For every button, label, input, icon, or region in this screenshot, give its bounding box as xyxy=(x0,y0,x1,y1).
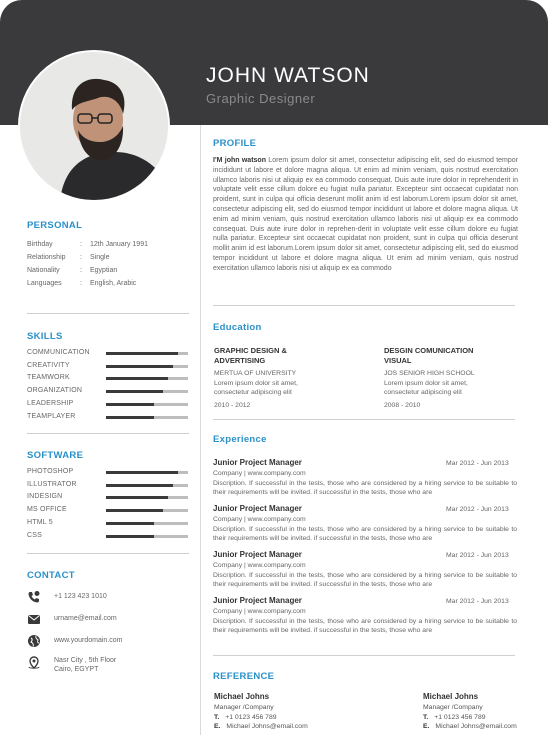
software-label: CSS xyxy=(27,531,42,539)
software-label: PHOTOSHOP xyxy=(27,468,74,475)
skills-label: ORGANIZATION xyxy=(27,387,83,395)
skills-section-title: SKILLS xyxy=(27,331,63,342)
education-years: 2010 - 2012 xyxy=(214,402,251,409)
experience-description: Discription. If successful in the tests, those who are considered by a hiring service to be suitable to their requirements will be invited. if successful in the tests, those who are xyxy=(213,572,517,588)
contact-email[interactable]: urname@email.com xyxy=(54,615,117,622)
education-desc xyxy=(214,379,364,397)
education-degree xyxy=(384,346,544,366)
profile-paragraph xyxy=(213,156,518,274)
education-desc-line: Lorem ipsum dolor sit amet, xyxy=(214,380,298,387)
location-pin-icon xyxy=(27,656,41,670)
personal-colon: : xyxy=(80,254,82,261)
education-degree-line: VISUAL xyxy=(384,356,412,365)
experience-role: Junior Project Manager xyxy=(213,458,302,467)
candidate-name: JOHN WATSON xyxy=(206,64,370,87)
reference-email xyxy=(214,723,308,730)
skills-level-bar xyxy=(106,416,188,419)
contact-website[interactable]: www.yourdomain.com xyxy=(54,637,123,644)
reference-section-title: REFERENCE xyxy=(213,671,275,682)
reference-phone xyxy=(423,714,486,721)
experience-company: Company | www.company.com xyxy=(213,470,306,477)
left-divider xyxy=(27,433,189,434)
software-level-fill xyxy=(106,522,154,525)
software-level-fill xyxy=(106,535,154,538)
experience-description: Discription. If successful in the tests, those who are considered by a hiring service to be suitable to their requirements will be invited. if successful in the tests, those who are xyxy=(213,526,517,542)
experience-company: Company | www.company.com xyxy=(213,516,306,523)
skills-label: LEADERSHIP xyxy=(27,399,74,407)
skills-level-bar xyxy=(106,403,188,406)
reference-position: Manager /Company xyxy=(423,704,483,711)
profile-body: Lorem ipsum dolor sit amet, consectetur adipiscing elit, sed do eiusmod tempor incididunt ut labore et dolore magna aliqua. Ut enim ad minim veniam, quis nostrud exercitation ullamco laboris nisi ut aliquip ex ea commodo consequat. Duis aute irure dolor in reprehenderit in voluptate velit esse cillum dolore eu fugiat nulla pariatur. Excepteur sint occaecat cupidatat non proident, sunt in culpa qui officia deserunt mollit anim id est laborum.Lorem ipsum dolor sit amet, consectetur adipiscing elit, sed do eiusmod tempor incididunt ut labore et dolore magna aliqua. Ut enim ad minim veniam, quis nostrud exercitation ullamco laboris nisi ut aliquip ex ea commodo consequat. Duis aute irure dolor in reprehen-derit in voluptate velit esse cillum dolore eu fugiat nulla pariatur. Excepteur sint occaecat cupidatat non proident, sunt in culpa qui officia deserunt mollit anim id est laborum.Lorem ipsum dolor sit amet, consectetur adipiscing elit, sed do eiusmod tempor incididunt ut labore et dolore magna aliqua. Ut enim ad minim veniam, quis nostrud exercitation ullamco laboris nisi ut aliquip ex ea commodo xyxy=(213,157,519,272)
right-divider xyxy=(213,305,515,306)
experience-description: Discription. If successful in the tests, those who are considered by a hiring service to be suitable to their requirements will be invited. if successful in the tests, those who are xyxy=(213,618,517,634)
skills-level-fill xyxy=(106,352,178,355)
reference-phone-value: +1 0123 456 789 xyxy=(225,714,277,721)
software-label: ILLUSTRATOR xyxy=(27,480,77,488)
software-label: MS OFFICE xyxy=(27,506,67,514)
experience-section-title: Experience xyxy=(213,434,267,445)
contact-section-title: CONTACT xyxy=(27,570,75,581)
software-level-bar xyxy=(106,535,188,538)
experience-company: Company | www.company.com xyxy=(213,608,306,615)
software-label: INDESIGN xyxy=(27,493,63,501)
education-desc-line: consectetur adipiscing elit xyxy=(384,389,462,396)
personal-label-birthday: Birthday xyxy=(27,241,53,248)
personal-colon: : xyxy=(80,241,82,248)
software-level-bar xyxy=(106,496,188,499)
contact-address-line2: Cairo, EGYPT xyxy=(54,666,99,673)
software-level-fill xyxy=(106,484,173,487)
left-divider xyxy=(27,313,189,314)
profile-lead: I'M john watson xyxy=(213,157,266,164)
experience-dates: Mar 2012 - Jun 2013 xyxy=(446,460,509,467)
contact-address-line1: Nasr City , 5th Floor xyxy=(54,657,117,664)
personal-label-relationship: Relationship xyxy=(27,254,66,261)
reference-phone-value: +1 0123 456 789 xyxy=(434,714,486,721)
software-label: HTML 5 xyxy=(27,518,53,526)
experience-role: Junior Project Manager xyxy=(213,504,302,513)
education-section-title: Education xyxy=(213,322,262,333)
candidate-job-title: Graphic Designer xyxy=(206,91,316,106)
education-school: JOS SENIOR HIGH SCHOOL xyxy=(384,370,475,377)
right-divider xyxy=(213,419,515,420)
reference-name: Michael Johns xyxy=(423,692,479,701)
skills-label: CREATIVITY xyxy=(27,361,70,369)
globe-icon xyxy=(27,634,41,648)
reference-phone xyxy=(214,714,277,721)
personal-label-languages: Languages xyxy=(27,280,62,287)
experience-company: Company | www.company.com xyxy=(213,562,306,569)
software-level-fill xyxy=(106,509,163,512)
reference-name: Michael Johns xyxy=(214,692,270,701)
education-degree-line: ADVERTISING xyxy=(214,356,266,365)
personal-value-languages: English, Arabic xyxy=(90,280,137,287)
skills-level-bar xyxy=(106,352,188,355)
skills-label: TEAMWORK xyxy=(27,374,70,382)
experience-role: Junior Project Manager xyxy=(213,596,302,605)
skills-level-fill xyxy=(106,365,173,368)
software-section-title: SOFTWARE xyxy=(27,450,84,461)
profile-section-title: PROFILE xyxy=(213,138,257,149)
contact-phone: +1 123 423 1010 xyxy=(54,593,107,600)
software-level-bar xyxy=(106,471,188,474)
skills-level-fill xyxy=(106,403,154,406)
email-icon xyxy=(27,612,41,626)
education-desc-line: consectetur adipiscing elit xyxy=(214,389,292,396)
reference-email-prefix: E. xyxy=(214,723,221,730)
education-degree-line: DESGIN COMUNICATION xyxy=(384,346,474,355)
personal-colon: : xyxy=(80,280,82,287)
education-school: MERTUA OF UNIVERSITY xyxy=(214,370,297,377)
software-level-bar xyxy=(106,509,188,512)
reference-email-prefix: E. xyxy=(423,723,430,730)
reference-email-value[interactable]: Michael Johns@email.com xyxy=(435,723,517,730)
skills-level-bar xyxy=(106,365,188,368)
education-years: 2008 - 2010 xyxy=(384,402,421,409)
personal-value-birthday: 12th January 1991 xyxy=(90,241,148,248)
education-degree xyxy=(214,346,374,366)
column-divider xyxy=(200,125,201,735)
personal-value-relationship: Single xyxy=(90,254,110,261)
experience-dates: Mar 2012 - Jun 2013 xyxy=(446,506,509,513)
experience-dates: Mar 2012 - Jun 2013 xyxy=(446,598,509,605)
personal-colon: : xyxy=(80,267,82,274)
skills-label: TEAMPLAYER xyxy=(27,412,76,420)
education-degree-line: GRAPHIC DESIGN & xyxy=(214,346,287,355)
reference-email-value[interactable]: Michael Johns@email.com xyxy=(226,723,308,730)
skills-level-fill xyxy=(106,377,168,380)
experience-description: Discription. If successful in the tests, those who are considered by a hiring service to be suitable to their requirements will be invited. if successful in the tests, those who are xyxy=(213,480,517,496)
reference-email xyxy=(423,723,517,730)
experience-dates: Mar 2012 - Jun 2013 xyxy=(446,552,509,559)
software-level-bar xyxy=(106,484,188,487)
right-divider xyxy=(213,655,515,656)
reference-position: Manager /Company xyxy=(214,704,274,711)
personal-section-title: PERSONAL xyxy=(27,220,83,231)
personal-value-nationality: Egyptian xyxy=(90,267,118,274)
education-desc xyxy=(384,379,534,397)
software-level-fill xyxy=(106,496,168,499)
personal-label-nationality: Nationality xyxy=(27,267,60,274)
experience-role: Junior Project Manager xyxy=(213,550,302,559)
skills-level-fill xyxy=(106,416,154,419)
profile-photo xyxy=(18,50,170,202)
skills-label: COMMUNICATION xyxy=(27,349,90,356)
skills-level-bar xyxy=(106,390,188,393)
phone-icon xyxy=(27,590,41,604)
left-divider xyxy=(27,553,189,554)
skills-level-bar xyxy=(106,377,188,380)
software-level-bar xyxy=(106,522,188,525)
reference-phone-prefix: T. xyxy=(423,714,429,721)
education-desc-line: Lorem ipsum dolor sit amet, xyxy=(384,380,468,387)
software-level-fill xyxy=(106,471,178,474)
reference-phone-prefix: T. xyxy=(214,714,220,721)
skills-level-fill xyxy=(106,390,163,393)
